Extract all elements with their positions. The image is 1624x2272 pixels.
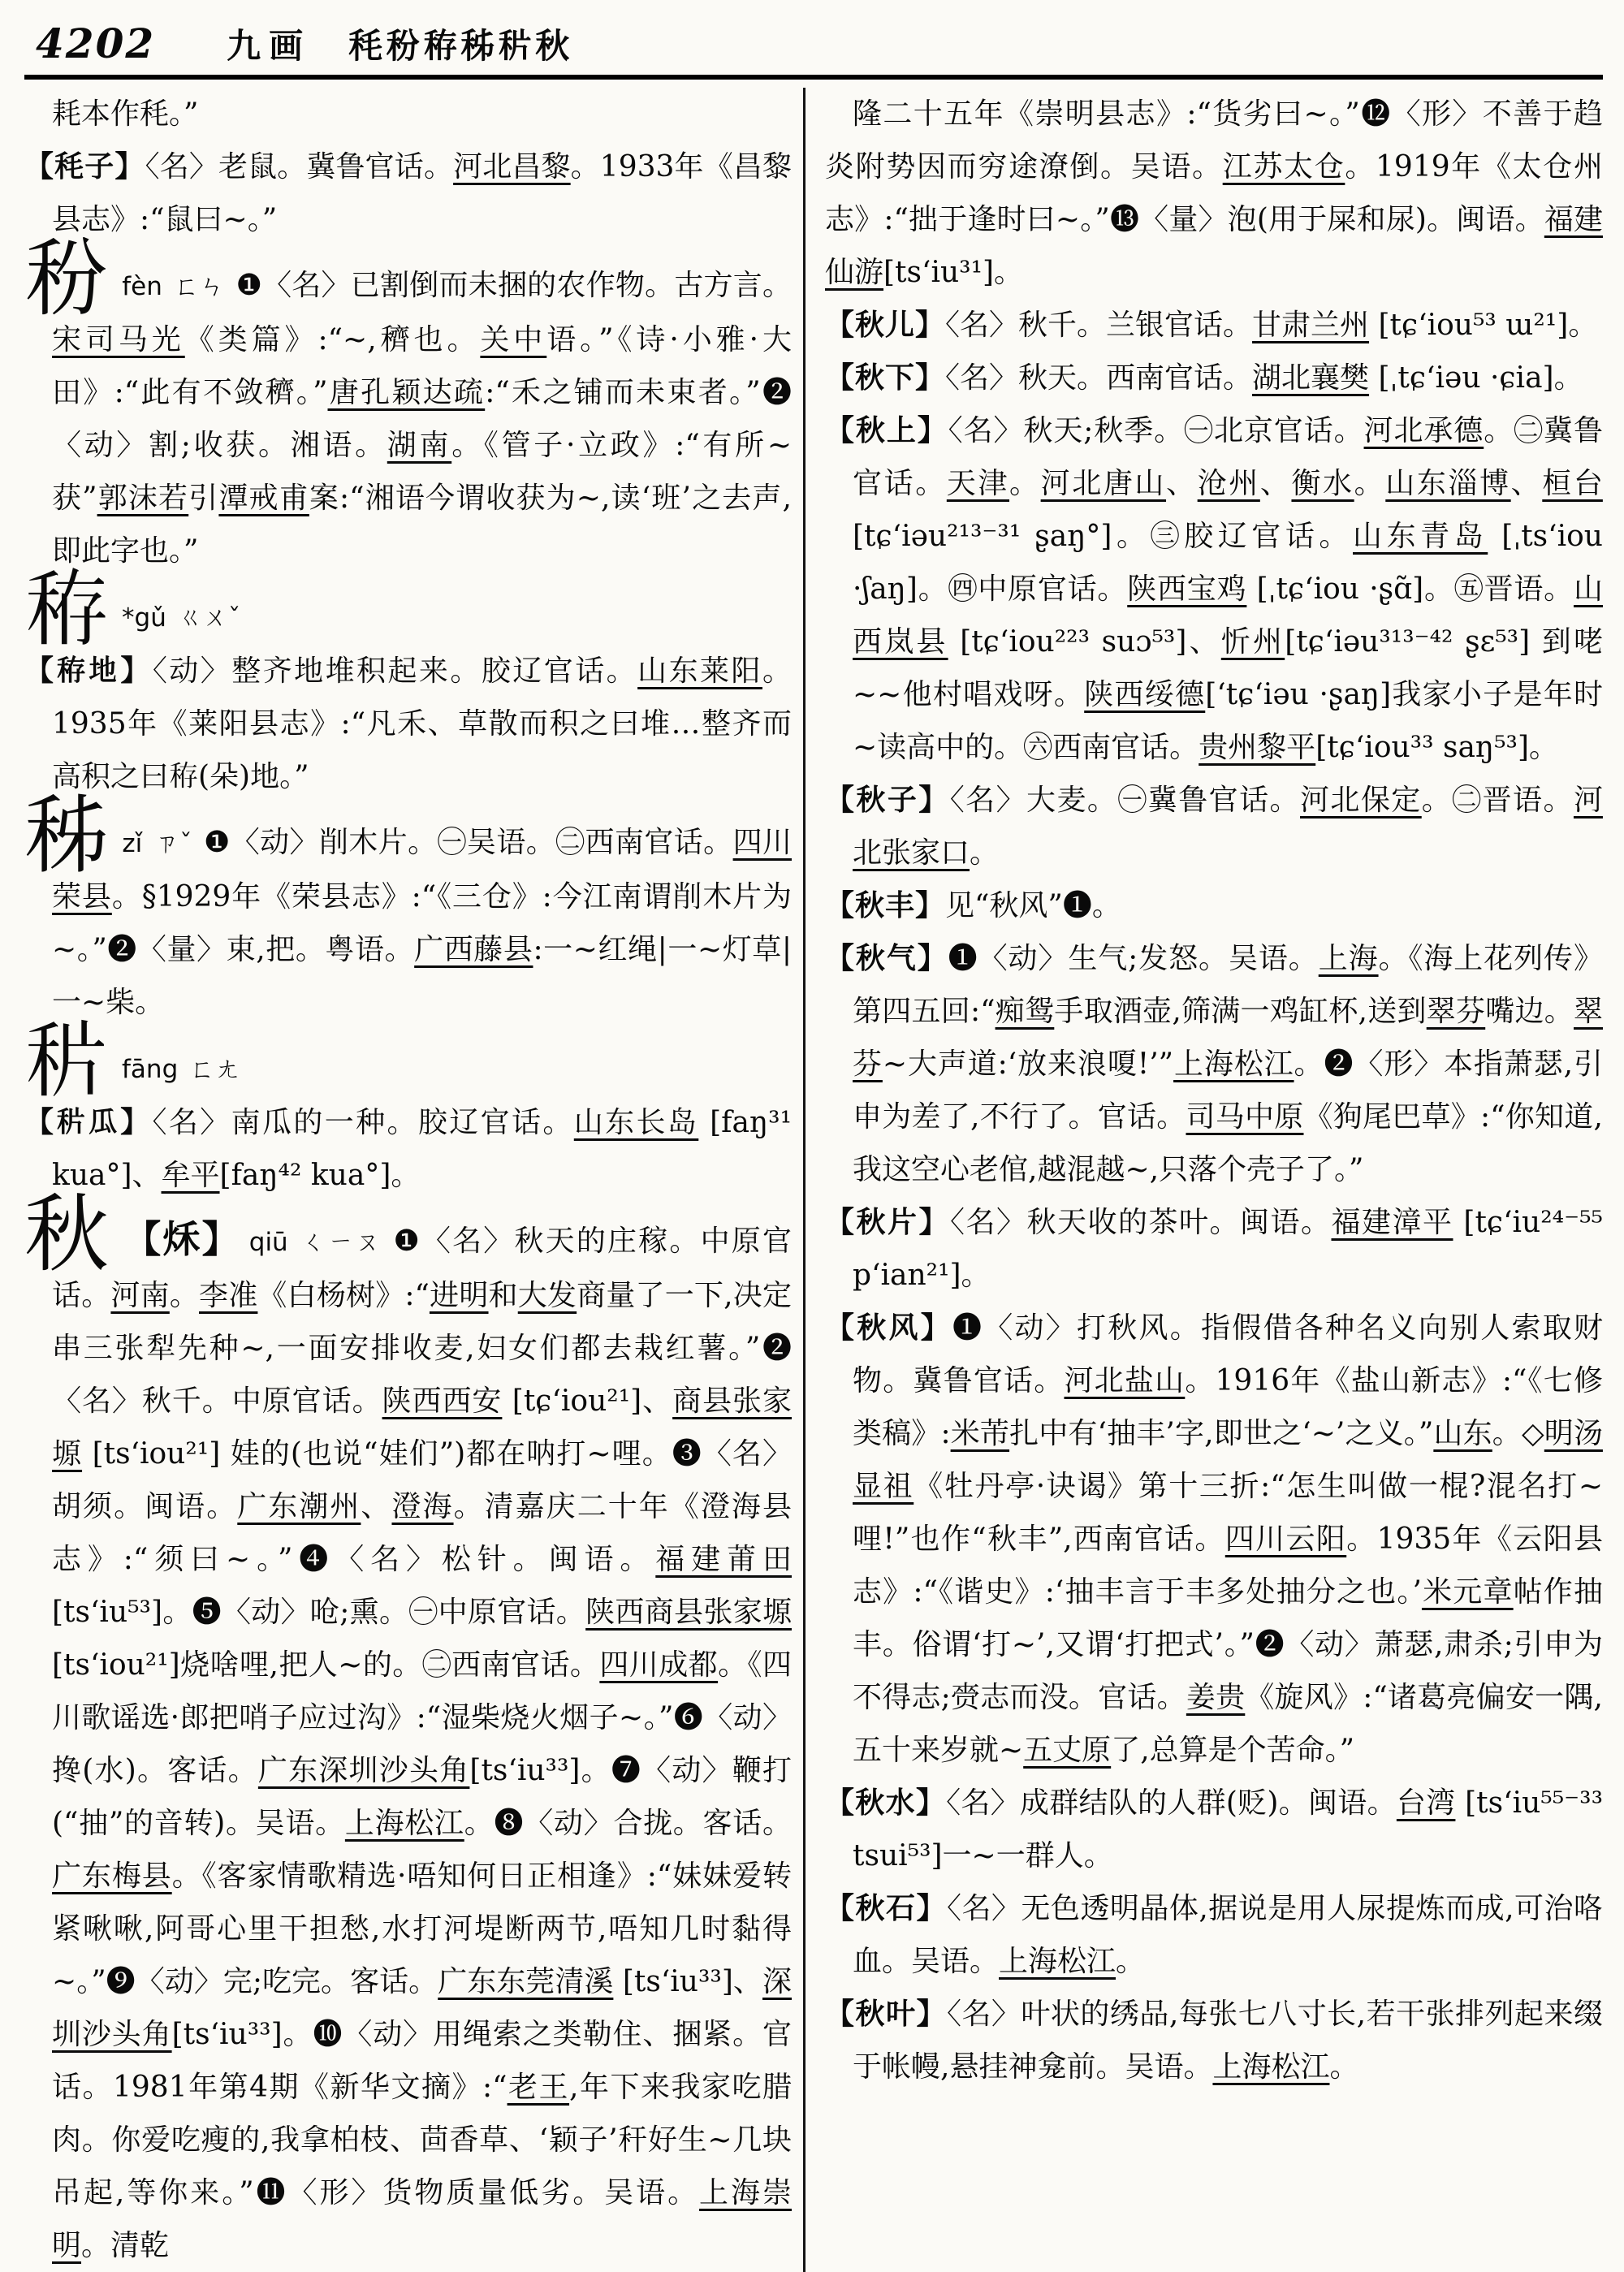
underlined-term: 河北保定 [1300, 784, 1422, 817]
underlined-term: 深圳沙头角 [52, 1965, 792, 2051]
continuation-text [24, 88, 792, 140]
entry-body: 〈名〉南瓜的一种。胶辽官话。山东长岛 [faŋ³¹ kua°]、牟平[faŋ⁴² kua°]。 [52, 1106, 792, 1192]
underlined-term: 老王 [507, 2071, 570, 2104]
underlined-term: 关中 [480, 323, 547, 356]
entry-秋下 [825, 352, 1603, 404]
underlined-term: 陕西宝鸡 [1127, 572, 1247, 606]
underlined-term: 上海松江 [1212, 2050, 1330, 2084]
headword-entry-秋 [24, 1185, 792, 2272]
headword-char: 秭 [24, 786, 110, 885]
underlined-term: 唐孔颖达疏 [327, 376, 486, 409]
entry-body: 〈名〉老鼠。冀鲁官话。河北昌黎。1933年《昌黎县志》:“鼠曰~。” [52, 150, 792, 236]
entry-秋叶 [825, 1988, 1603, 2093]
underlined-term: 广东梅县 [52, 1859, 172, 1893]
zhuyin: ㄍㄨˇ [177, 603, 241, 633]
underlined-term: 山东 [1433, 1417, 1492, 1450]
underlined-term: 翠芬 [853, 995, 1603, 1081]
zhuyin: ㄗˇ [153, 829, 193, 858]
underlined-term: 上海松江 [1173, 1047, 1294, 1081]
entry-body: 〈动〉整齐地堆积起来。胶辽官话。山东莱阳。1935年《莱阳县志》:“凡禾、草散而积之曰堆…整齐而高积之曰𥞘(朵)地。” [52, 654, 792, 793]
entry-秋气 [825, 932, 1603, 1196]
underlined-term: 四川成都 [599, 1648, 719, 1682]
underlined-term: 陕西商县张家塬 [585, 1596, 792, 1629]
underlined-term: 衡水 [1291, 467, 1354, 500]
entry-秋儿 [825, 299, 1603, 352]
entry-body: ❶〈动〉打秋风。指假借各种名义向别人索取财物。冀鲁官话。河北盐山。1916年《盐山新志》:“《七修类稿》:米芾扎中有‘抽丰’字,即世之‘~’之义。”山东。◇明汤显祖《牡丹亭·诀谒》第十三折:“怎生叫做一棍?混名打~哩!”也作“秋丰”,西南官话。四川云阳。1935年《云阳县志》:“《谐史》:‘抽丰言于丰多处抽分之也。’米元章帖作抽丰。俗谓‘打~’,又谓‘打把式’。”❷〈动〉萧瑟,肃杀;引申为不得志;赍志而没。官话。姜贵《旋风》:“诸葛亮偏安一隅,五十来岁就~五丈原了,总算是个苦命。” [853, 1311, 1603, 1767]
underlined-term: 贵州黎平 [1199, 731, 1316, 764]
entry-秋风 [825, 1302, 1603, 1777]
entry-秋子 [825, 774, 1603, 879]
underlined-term: 宋司马光 [52, 323, 185, 356]
entry-body: ❶〈名〉秋天的庄稼。中原官话。河南。李准《白杨树》:“进明和大发商量了一下,决定串三张犁先种~,一面安排收麦,妇女们都去栽红薯。”❷〈名〉秋千。中原官话。陕西西安 [tɕʻiou²¹]、商县张家塬 [tsʻiou²¹] 娃的(也说“娃们”)都在呐打~哩。❸〈名〉胡须。闽语。广东潮州、澄海。清嘉庆二十年《澄海县志》:“须曰~。”❹〈名〉松针。闽语。福建莆田 [tsʻiu⁵³]。❺〈动〉呛;熏。㊀中原官话。陕西商县张家塬[tsʻiou²¹]烧啥哩,把人~的。㊁西南官话。四川成都。《四川歌谣选·郎把哨子应过沟》:“湿柴烧火烟子~。”❻〈动〉搀(水)。客话。广东深圳沙头角[tsʻiu³³]。❼〈动〉鞭打(“抽”的音转)。吴语。上海松江。❽〈动〉合拢。客话。广东梅县。《客家情歌精选·唔知何日正相逢》:“妹妹爱转紧啾啾,阿哥心里干担愁,水打河堤断两节,唔知几时黏得~。”❾〈动〉完;吃完。客话。广东东莞清溪 [tsʻiu³³]、深圳沙头角[tsʻiu³³]。❿〈动〉用绳索之类勒住、捆紧。官话。1981年第4期《新华文摘》:“老王,年下来我家吃腊肉。你爱吃瘦的,我拿柏枝、茴香草、‘颖子’秆好生~几块吊起,等你来。”⓫〈形〉货物质量低劣。吴语。上海崇明。清乾 [52, 1225, 792, 2262]
underlined-term: 痴鸳 [995, 995, 1055, 1028]
underlined-term: 米元章 [1421, 1575, 1514, 1609]
variant-form: 【秌】 [123, 1217, 241, 1261]
entry-秋片 [825, 1196, 1603, 1302]
headword-entry-𥞄 [24, 1012, 792, 1111]
underlined-term: 忻州 [1220, 625, 1285, 659]
underlined-term: 台湾 [1396, 1786, 1456, 1820]
headword-entry-𥞘 [24, 560, 792, 659]
compound-headword: 【秋片】 [825, 1205, 950, 1239]
entry-秋水 [825, 1777, 1603, 1882]
underlined-term: 郭沫若 [97, 482, 189, 515]
entry-body: 〈名〉秋天;秋季。㊀北京官话。河北承德。㊁冀鲁官话。天津。河北唐山、沧州、衡水。山东淄博、桓台 [tɕʻiəu²¹³⁻³¹ ʂaŋ°]。㊂胶辽官话。山东青岛 [ˌtsʻiou ·ʃaŋ]。㊃中原官话。陕西宝鸡 [ˌtɕʻiou ·ʂɑ̃]。㊄晋语。山西岚县 [tɕʻiou²²³ suɔ⁵³]、忻州[tɕʻiəu³¹³⁻⁴² ʂɛ⁵³] 到咾~~他村唱戏呀。陕西绥德[ʻtɕʻiəu ·ʂaŋ]我家小子是年时~读高中的。㊅西南官话。贵州黎平[tɕʻiou³³ saŋ⁵³]。 [853, 414, 1603, 764]
pinyin: zǐ [122, 829, 143, 858]
header-rule [24, 75, 1603, 80]
left-column [24, 88, 803, 2272]
entry-body: 〈名〉无色透明晶体,据说是用人尿提炼而成,可治咯血。吴语。上海松江。 [853, 1892, 1603, 1978]
compound-headword: 【秋子】 [825, 783, 950, 817]
pinyin: *gǔ [122, 603, 166, 633]
entry-秋丰 [825, 879, 1603, 932]
underlined-term: 上海 [1318, 942, 1379, 975]
underlined-term: 河北昌黎 [453, 150, 571, 184]
compound-headword: 【秋丰】 [825, 888, 946, 922]
page-number: 4202 [36, 19, 156, 67]
headword-char: 𥞘 [24, 560, 110, 659]
right-column [806, 88, 1603, 2272]
zhuyin: ㄈㄤ [189, 1055, 240, 1084]
headword-entry-秭 [24, 786, 792, 1029]
underlined-term: 福建漳平 [1331, 1206, 1453, 1239]
underlined-term: 福建仙游 [825, 203, 1603, 289]
entry-秋上 [825, 404, 1603, 774]
compound-headword: 【秏子】 [24, 149, 145, 184]
underlined-term: 四川云阳 [1224, 1523, 1347, 1556]
underlined-term: 潭戒甫 [218, 482, 309, 515]
underlined-term: 进明 [429, 1279, 489, 1312]
entry-body: 〈名〉大麦。㊀冀鲁官话。河北保定。㊁晋语。河北张家口。 [853, 784, 1603, 870]
entry-body: ❶〈动〉生气;发怒。吴语。上海。《海上花列传》第四五回:“痴鸳手取酒壶,筛满一鸡缸杯,送到翠芬嘴边。翠芬~大声道:‘放来浪嗄!’”上海松江。❷〈形〉本指萧瑟,引申为差了,不行了。官话。司马中原《狗尾巴草》:“你知道,我这空心老倌,越混越~,只落个壳子了。” [853, 942, 1603, 1186]
compound-headword: 【秋上】 [825, 413, 948, 447]
entry-body: 〈名〉成群结队的人群(贬)。闽语。台湾 [tsʻiu⁵⁵⁻³³ tsui⁵³]一~一群人。 [853, 1786, 1603, 1872]
underlined-term: 司马中原 [1186, 1100, 1304, 1134]
underlined-term: 广东深圳沙头角 [257, 1754, 470, 1787]
page-header [24, 13, 1603, 73]
zhuyin: ㄈㄣ [173, 272, 225, 301]
entry-body: 耗本作秏。” [52, 97, 199, 131]
underlined-term: 山西岚县 [853, 572, 1603, 659]
underlined-term: 河北承德 [1363, 414, 1484, 447]
underlined-term: 姜贵 [1186, 1681, 1246, 1714]
pinyin: fèn [122, 272, 162, 301]
underlined-term: 五丈原 [1023, 1734, 1112, 1767]
underlined-term: 上海崇明 [52, 2176, 792, 2262]
underlined-term: 陕西西安 [382, 1384, 503, 1418]
entry-body: 〈名〉秋千。兰银官话。甘肃兰州 [tɕʻiou⁵³ ɯ²¹]。 [945, 309, 1598, 342]
headword-entry-秎 [24, 229, 792, 577]
underlined-term: 甘肃兰州 [1252, 309, 1370, 342]
underlined-term: 大发 [517, 1279, 577, 1312]
entry-body: ❶〈动〉削木片。㊀吴语。㊁西南官话。四川荣县。§1929年《荣县志》:“《三仓》:今江南谓削木片为~。”❷〈量〉束,把。粤语。广西藤县:一~红绳|一~灯草|一~柴。 [52, 826, 792, 1019]
underlined-term: 上海松江 [999, 1945, 1116, 1978]
underlined-term: 明汤显祖 [853, 1417, 1603, 1503]
entry-𥞄瓜 [24, 1096, 792, 1202]
compound-headword: 【𥞄瓜】 [24, 1105, 153, 1139]
compound-headword: 【𥞘地】 [24, 654, 153, 688]
underlined-term: 李准 [199, 1279, 258, 1312]
underlined-term: 湖南 [387, 429, 452, 462]
compound-headword: 【秋水】 [825, 1786, 947, 1820]
pinyin: fāng [122, 1055, 179, 1084]
underlined-term: 商县张家塬 [52, 1384, 792, 1471]
section-headwords: 秏秎𥞘秭𥞄秋 [348, 26, 573, 66]
underlined-term: 广东东莞清溪 [438, 1965, 614, 1998]
underlined-term: 山东长岛 [573, 1106, 699, 1139]
underlined-term: 牟平 [161, 1159, 220, 1192]
underlined-term: 天津 [946, 467, 1010, 500]
underlined-term: 上海松江 [344, 1807, 464, 1840]
entry-body: 隆二十五年《崇明县志》:“货劣曰~。”⓬〈形〉不善于趋炎附势因而穷途潦倒。吴语。江苏太仓。1919年《太仓州志》:“拙于逢时曰~。”⓭〈量〉泡(用于屎和尿)。闽语。福建仙游[tsʻiu³¹]。 [825, 97, 1603, 289]
entry-𥞘地 [24, 645, 792, 803]
headword-char: 𥞄 [24, 1012, 110, 1111]
underlined-term: 沧州 [1197, 467, 1260, 500]
entry-body: 见“秋风”❶。 [945, 889, 1121, 922]
entry-秋石 [825, 1882, 1603, 1988]
underlined-term: 翠芬 [1426, 995, 1486, 1028]
compound-headword: 【秋石】 [825, 1891, 947, 1925]
underlined-term: 桓台 [1542, 467, 1603, 500]
underlined-term: 澄海 [391, 1490, 454, 1523]
entry-body: 〈名〉秋天收的茶叶。闽语。福建漳平 [tɕʻiu²⁴⁻⁵⁵ pʻian²¹]。 [853, 1206, 1603, 1292]
zhuyin: ㄑㄧㄡ [299, 1228, 382, 1257]
underlined-term: 湖北襄樊 [1252, 361, 1370, 395]
underlined-term: 河南 [110, 1279, 170, 1312]
underlined-term: 江苏太仓 [1222, 150, 1345, 184]
underlined-term: 四川荣县 [52, 826, 792, 914]
pinyin: qiū [248, 1228, 288, 1257]
compound-headword: 【秋叶】 [825, 1997, 947, 2031]
underlined-term: 河北盐山 [1064, 1364, 1186, 1397]
compound-headword: 【秋儿】 [825, 308, 946, 342]
underlined-term: 广西藤县 [414, 933, 533, 966]
headword-char: 秎 [24, 229, 110, 328]
underlined-term: 山东莱阳 [637, 654, 762, 688]
continuation-text [825, 88, 1603, 299]
stroke-count-label: 九画 [227, 26, 312, 66]
entry-body: 〈名〉秋天。西南官话。湖北襄樊 [ˌtɕʻiəu ·ɕia]。 [945, 361, 1583, 395]
underlined-term: 广东潮州 [237, 1490, 361, 1523]
compound-headword: 【秋风】 [825, 1311, 952, 1345]
underlined-term: 福建莆田 [655, 1543, 792, 1576]
underlined-term: 河北张家口 [853, 784, 1603, 870]
underlined-term: 陕西绥德 [1084, 678, 1206, 711]
underlined-term: 山东淄博 [1385, 467, 1511, 500]
underlined-term: 河北唐山 [1040, 467, 1167, 500]
entry-body: 〈名〉叶状的绣品,每张七八寸长,若干张排列起来缀于帐幔,悬挂神龛前。吴语。上海松江。 [853, 1998, 1603, 2084]
compound-headword: 【秋下】 [825, 361, 946, 395]
underlined-term: 山东青岛 [1353, 520, 1488, 553]
underlined-term: 米芾 [950, 1417, 1010, 1450]
text-columns [24, 88, 1603, 2272]
entry-秏子 [24, 140, 792, 246]
entry-body: ❶〈名〉已割倒而未捆的农作物。古方言。宋司马光《类篇》:“~,穧也。关中语。”《诗·小雅·大田》:“此有不敛穧。”唐孔颖达疏:“禾之铺而未束者。”❷〈动〉割;收获。湘语。湖南。《管子·立政》:“有所~获”郭沫若引潭戒甫案:“湘语今谓收获为~,读‘班’之去声,即此字也。” [52, 269, 792, 568]
headword-char: 秋 [24, 1185, 111, 1284]
compound-headword: 【秋气】 [825, 941, 948, 975]
